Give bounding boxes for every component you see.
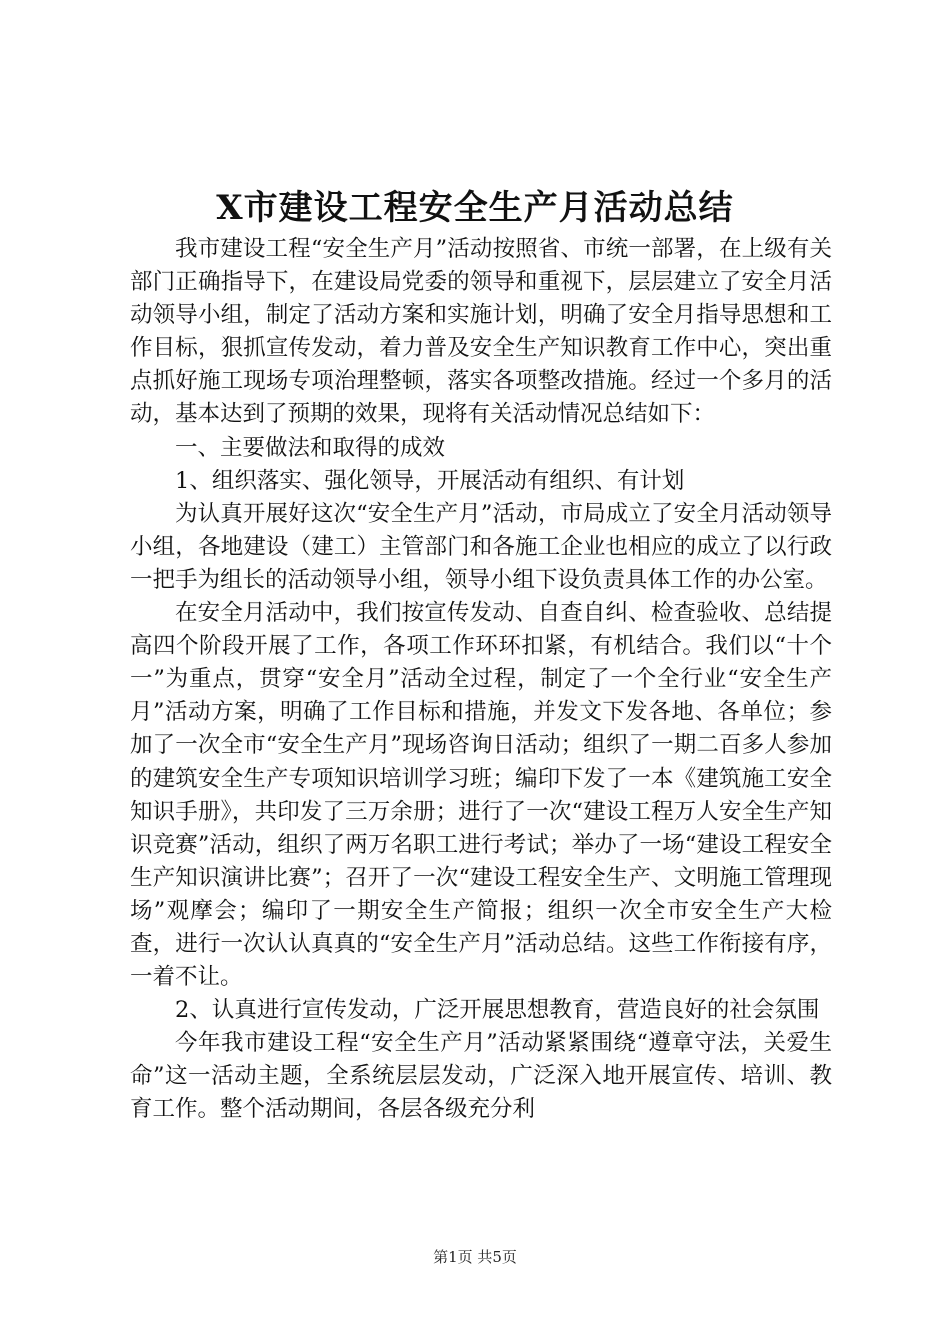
- document-title: X市建设工程安全生产月活动总结: [216, 188, 734, 228]
- subsection-heading-1: 1、组织落实、强化领导，开展活动有组织、有计划: [175, 467, 685, 494]
- body-paragraph: 今年我市建设工程“安全生产月”活动紧紧围绕“遵章守法，关爱生命”这一活动主题，全系统层层发动，广泛深入地开展宣传、培训、教育工作。整个活动期间，各层各级充分利: [130, 1030, 832, 1123]
- body-paragraph: 在安全月活动中，我们按宣传发动、自查自纠、检查验收、总结提高四个阶段开展了工作，各项工作环环扣紧，有机结合。我们以“十个一”为重点，贯穿“安全月”活动全过程，制定了一个全行业“安全生产月”活动方案，明确了工作目标和措施，并发文下发各地、各单位；参加了一次全市“安全生产月”现场咨询日活动；组织了一期二百多人参加的建筑安全生产专项知识培训学习班；编印下发了一本《建筑施工安全知识手册》，共印发了三万余册；进行了一次“建设工程万人安全生产知识竞赛”活动，组织了两万名职工进行考试；举办了一场“建设工程安全生产知识演讲比赛”；召开了一次“建设工程安全生产、文明施工管理现场”观摩会；编印了一期安全生产简报；组织一次全市安全生产大检查，进行一次认认真真的“安全生产月”活动总结。这些工作衔接有序，一着不让。: [130, 600, 832, 991]
- document-body: [130, 233, 832, 1127]
- body-paragraph: 为认真开展好这次“安全生产月”活动，市局成立了安全月活动领导小组，各地建设（建工）主管部门和各施工企业也相应的成立了以行政一把手为组长的活动领导小组，领导小组下设负责具体工作的办公室。: [130, 500, 832, 593]
- section-heading-1: 一、主要做法和取得的成效: [175, 434, 446, 461]
- subsection-heading-2: 2、认真进行宣传发动，广泛开展思想教育，营造良好的社会氛围: [175, 997, 820, 1024]
- page-footer: 第1页 共5页: [433, 1248, 517, 1266]
- intro-paragraph: 我市建设工程“安全生产月”活动按照省、市统一部署，在上级有关部门正确指导下，在建设局党委的领导和重视下，层层建立了安全月活动领导小组，制定了活动方案和实施计划，明确了安全月指导思想和工作目标，狠抓宣传发动，着力普及安全生产知识教育工作中心，突出重点抓好施工现场专项治理整顿，落实各项整改措施。经过一个多月的活动，基本达到了预期的效果，现将有关活动情况总结如下：: [130, 236, 832, 428]
